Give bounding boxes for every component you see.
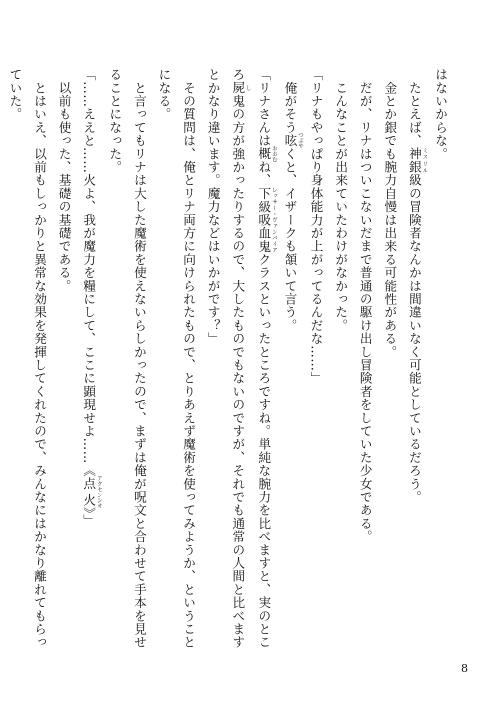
text-line [377,68,402,628]
text-line [2,68,27,628]
text-line [251,68,277,649]
text-line [277,68,303,628]
ruby-base: 点火 [81,475,97,509]
ruby-reading: レッサー・ヴァンパイア [270,186,277,253]
text-segment: 「……ええと……火よ、我が魔力を糧にして、ここに顕現せよ……《 [81,68,97,478]
text-line [303,68,328,628]
text-segment: 以前も使った、基礎の基礎である。 [56,68,72,293]
ruby-base: 呟 [282,132,298,149]
text-segment: 「リナさんは [256,68,272,148]
text-segment: くと、イザークも頷いて言う。 [282,147,298,333]
text-segment: ね、 [256,160,272,187]
page-number: 8 [461,662,468,675]
text-line [401,68,427,628]
text-segment: だが、リナはついこないだまで普通の駆け出し冒険者をしていた少女である。 [357,68,373,544]
text-line [225,68,251,649]
text-segment: 「リナもやっぱり身体能力が上がってるんだな……」 [308,68,324,385]
text-segment: たとえば、 [406,68,422,148]
ruby-annotated-word [230,81,251,95]
text-segment: になる。 [156,68,172,121]
text-line [352,68,377,628]
ruby-annotated-word [282,132,303,149]
text-line [51,68,76,628]
ruby-base: 神銀 [406,147,422,174]
text-segment: とかなり違います。魔力などはいかがです？」 [205,68,221,346]
ruby-base: 下級吸血鬼 [256,186,272,253]
text-line [328,68,353,628]
text-line [26,68,51,649]
text-segment: その質問は、俺とリナ両方に向けられたもので、とりあえず魔術を使ってみようか、ということ [181,68,197,649]
text-line [76,68,102,628]
text-line [151,68,176,628]
ruby-reading: アクセンシオ [95,475,102,509]
text-line [175,68,200,649]
text-segment: と言ってもリナは大した魔術を使えないらしかったので、まずは俺が呪文と合わせて手本を見せ [131,68,147,649]
text-segment: とはいえ、以前もしっかりと異常な効果を発揮してくれたので、みんなにはかなり離れてもらっ [32,68,47,649]
text-segment: ることになった。 [107,68,123,174]
text-segment: 鬼の方が強かったりするので、大したものでもないのですが、それでも通常の人間と比べます [230,94,246,649]
text-segment: 》」 [81,506,97,527]
ruby-reading: し [244,81,251,95]
text-segment: はないからな。 [433,68,448,161]
text-line [200,68,225,628]
ruby-base: 概 [256,145,272,163]
text-segment: 俺がそう [282,68,298,134]
ruby-reading: ミスリル [421,147,428,174]
text-segment: こんなことが出来ていたわけがなかった。 [333,68,349,332]
text-segment: ていた。 [7,68,23,121]
text-segment: ろ [230,68,246,82]
ruby-annotated-word [406,147,428,174]
body-text [7,68,452,649]
ruby-reading: おおむ [270,145,277,163]
text-line [126,68,151,649]
text-line [102,68,127,628]
text-line [427,68,452,628]
text-segment: 金とか銀でも腕力自慢は出来る可能性がある。 [382,68,398,359]
ruby-annotated-word [81,475,102,509]
text-segment: 級の冒険者なんかは間違いなく可能としているだろう。 [406,173,422,504]
ruby-base: 屍 [230,81,246,95]
text-segment: クラスといったところですね。単純な腕力を比べますと、実のとこ [256,252,272,649]
ruby-annotated-word [256,186,277,253]
ruby-annotated-word [256,145,277,163]
ruby-reading: つぶや [296,132,303,149]
